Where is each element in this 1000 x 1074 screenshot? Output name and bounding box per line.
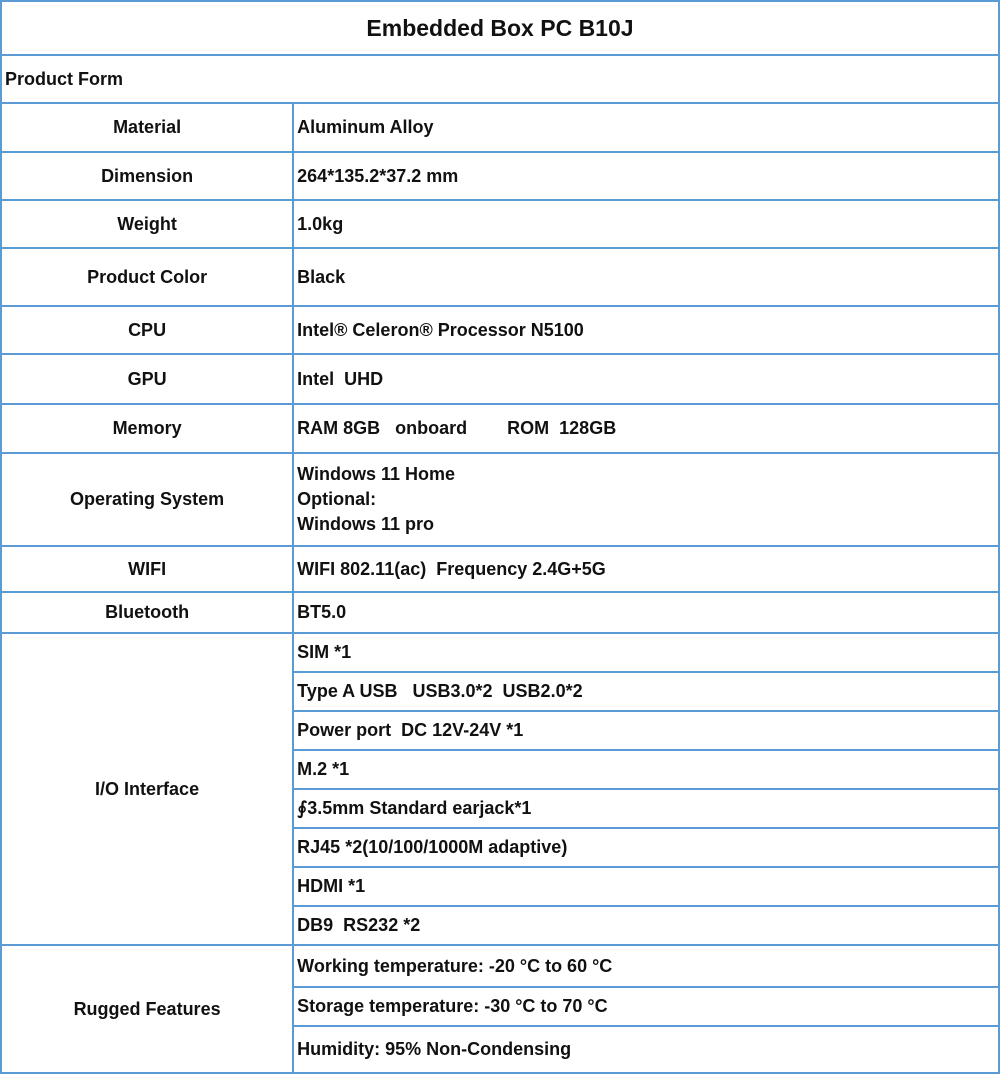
spec-row-os	[1, 453, 999, 546]
rugged-item: Storage temperature: -30 °C to 70 °C	[293, 987, 999, 1026]
spec-value: 264*135.2*37.2 mm	[293, 152, 999, 200]
io-item: SIM *1	[293, 633, 999, 672]
io-label: I/O Interface	[1, 633, 293, 945]
spec-value: 1.0kg	[293, 200, 999, 248]
spec-value: BT5.0	[293, 592, 999, 633]
io-row	[1, 633, 999, 672]
spec-row-bluetooth	[1, 592, 999, 633]
rugged-label: Rugged Features	[1, 945, 293, 1073]
spec-value-os	[293, 453, 999, 546]
section-row	[1, 55, 999, 103]
spec-row-cpu	[1, 306, 999, 354]
spec-row-gpu	[1, 354, 999, 404]
spec-label: GPU	[1, 354, 293, 404]
spec-value: Intel UHD	[293, 354, 999, 404]
spec-label: WIFI	[1, 546, 293, 592]
os-line: Windows 11 Home	[297, 464, 456, 484]
spec-value: RAM 8GB onboard ROM 128GB	[293, 404, 999, 453]
spec-label: Memory	[1, 404, 293, 453]
io-item: RJ45 *2(10/100/1000M adaptive)	[293, 828, 999, 867]
io-item: HDMI *1	[293, 867, 999, 906]
io-item: Type A USB USB3.0*2 USB2.0*2	[293, 672, 999, 711]
spec-value: Aluminum Alloy	[293, 103, 999, 152]
spec-label: Dimension	[1, 152, 293, 200]
io-item: ∮3.5mm Standard earjack*1	[293, 789, 999, 828]
spec-label: Operating System	[1, 453, 293, 546]
io-item: DB9 RS232 *2	[293, 906, 999, 945]
spec-value: Intel® Celeron® Processor N5100	[293, 306, 999, 354]
io-item: Power port DC 12V-24V *1	[293, 711, 999, 750]
rugged-item: Humidity: 95% Non-Condensing	[293, 1026, 999, 1073]
spec-row-color	[1, 248, 999, 306]
spec-value: WIFI 802.11(ac) Frequency 2.4G+5G	[293, 546, 999, 592]
spec-row-wifi	[1, 546, 999, 592]
rugged-row	[1, 945, 999, 987]
spec-label: CPU	[1, 306, 293, 354]
table-title: Embedded Box PC B10J	[1, 1, 999, 55]
spec-label: Material	[1, 103, 293, 152]
spec-row-memory	[1, 404, 999, 453]
section-heading: Product Form	[1, 55, 999, 103]
rugged-item: Working temperature: -20 °C to 60 °C	[293, 945, 999, 987]
spec-row-material	[1, 103, 999, 152]
os-line: Windows 11 pro	[297, 514, 435, 534]
spec-label: Product Color	[1, 248, 293, 306]
spec-label: Weight	[1, 200, 293, 248]
os-line: Optional:	[297, 489, 377, 509]
spec-row-weight	[1, 200, 999, 248]
spec-row-dimension	[1, 152, 999, 200]
spec-value: Black	[293, 248, 999, 306]
io-item: M.2 *1	[293, 750, 999, 789]
title-row	[1, 1, 999, 55]
spec-label: Bluetooth	[1, 592, 293, 633]
